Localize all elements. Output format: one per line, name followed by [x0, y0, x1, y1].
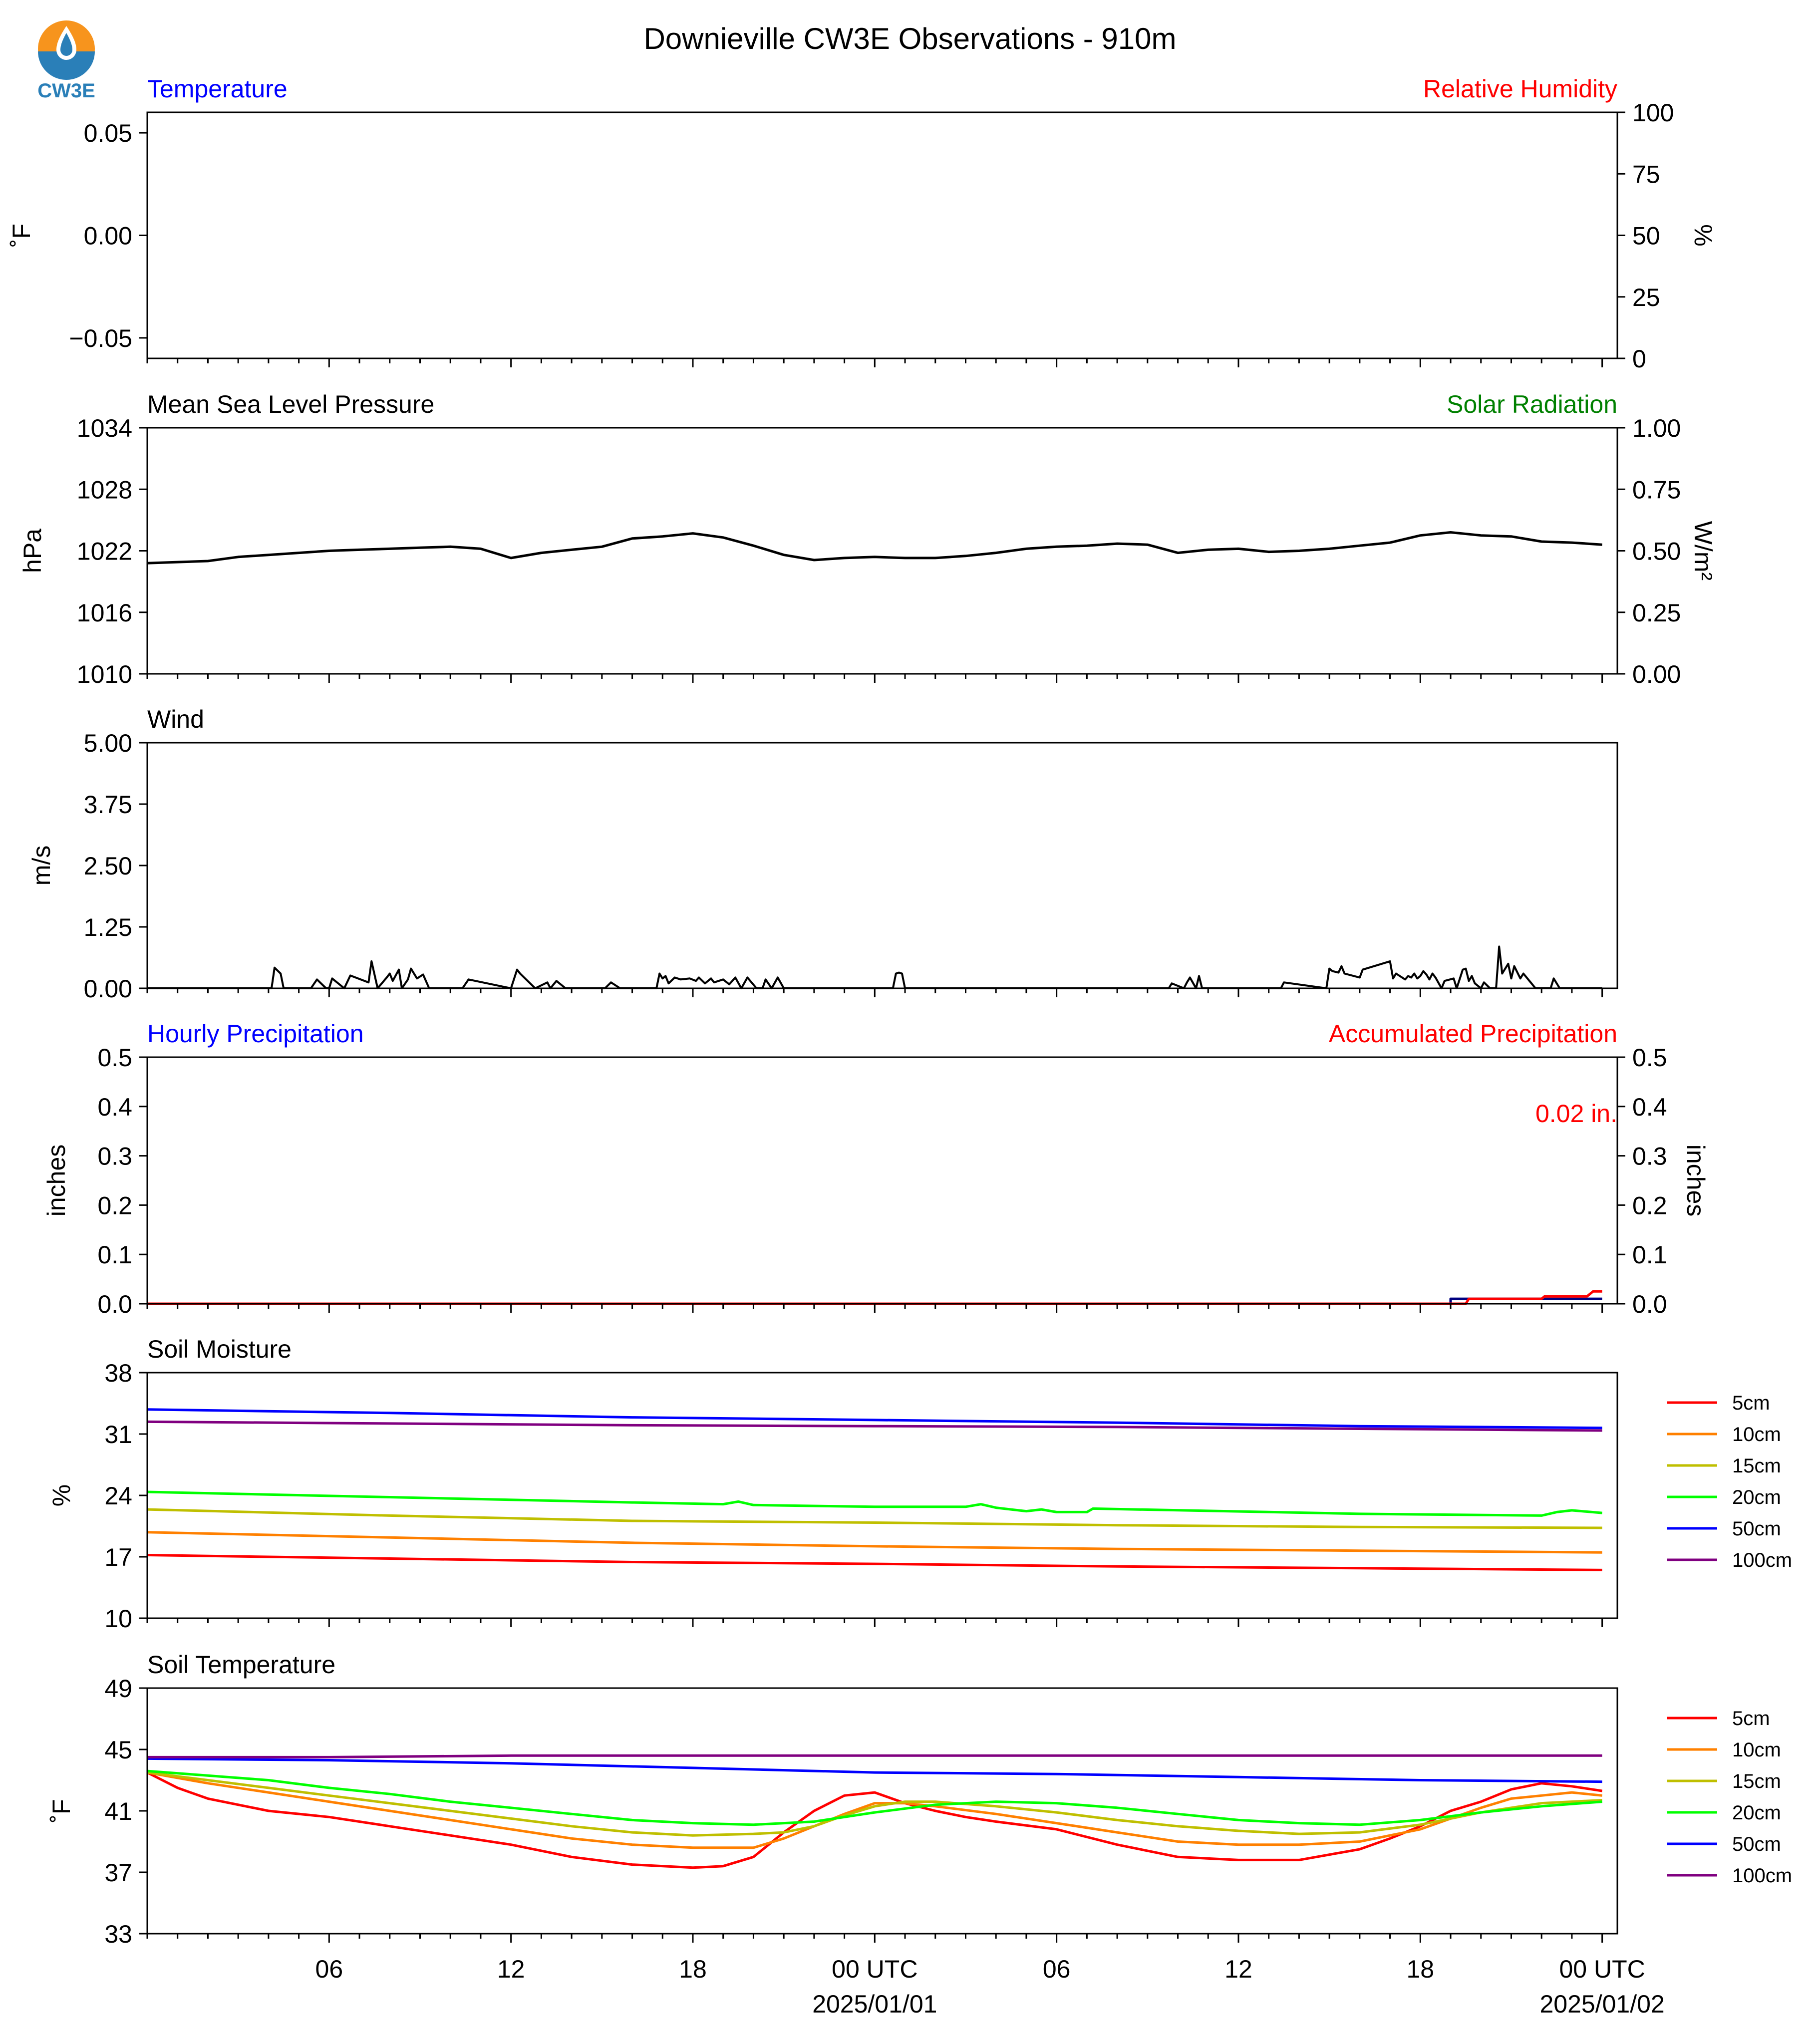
y-tick-label-5-3: 37	[104, 1859, 132, 1887]
legend-label-5-3: 20cm	[1732, 1802, 1781, 1824]
y-tick-label-4-3: 17	[104, 1543, 132, 1571]
panel-title-right-0: Relative Humidity	[1423, 75, 1617, 103]
panel-title-left-5: Soil Temperature	[147, 1651, 336, 1679]
panel-2	[27, 705, 1617, 1003]
y-right-tick-label-3-1: 0.4	[1632, 1093, 1667, 1121]
legend-label-5-1: 10cm	[1732, 1739, 1781, 1761]
x-date-label-1: 2025/01/02	[1539, 1990, 1665, 2018]
x-tick-label-4: 06	[1042, 1955, 1071, 1983]
y-tick-label-0-2: −0.05	[69, 324, 132, 352]
series-line-4-3	[147, 1492, 1602, 1515]
y-right-tick-label-3-0: 0.5	[1632, 1044, 1667, 1072]
x-date-label-0: 2025/01/01	[812, 1990, 937, 2018]
y-axis-label-2: m/s	[27, 845, 55, 886]
legend-label-4-5: 100cm	[1732, 1549, 1793, 1571]
y-tick-label-5-4: 33	[104, 1920, 132, 1948]
y-right-tick-label-3-4: 0.1	[1632, 1241, 1667, 1269]
series-line-4-1	[147, 1532, 1602, 1552]
legend-4	[1667, 1392, 1792, 1571]
y-right-tick-label-0-3: 25	[1632, 283, 1660, 311]
y-tick-label-4-4: 10	[104, 1605, 132, 1633]
series-line-2-0	[147, 946, 1602, 988]
plot-frame-2	[147, 743, 1617, 988]
y-tick-label-1-0: 1034	[76, 414, 132, 442]
series-line-3-1	[147, 1291, 1602, 1304]
y-tick-label-3-5: 0.0	[97, 1290, 132, 1318]
y-tick-label-1-2: 1022	[76, 537, 132, 566]
series-line-4-2	[147, 1509, 1602, 1528]
series-line-1-0	[147, 533, 1602, 564]
y-right-tick-label-1-0: 1.00	[1632, 414, 1681, 442]
plot-frame-0	[147, 112, 1617, 358]
series-line-5-1	[147, 1772, 1602, 1848]
x-tick-label-6: 18	[1406, 1955, 1435, 1983]
y-axis-label-0: ˚F	[7, 223, 35, 248]
series-line-5-0	[147, 1772, 1602, 1868]
x-tick-label-5: 12	[1224, 1955, 1252, 1983]
y-tick-label-1-4: 1010	[76, 660, 132, 688]
y-right-tick-label-3-5: 0.0	[1632, 1290, 1667, 1318]
panel-5	[47, 1651, 1792, 1948]
y-axis-label-3: inches	[42, 1144, 70, 1217]
y-tick-label-1-3: 1016	[76, 598, 132, 627]
y-tick-label-2-2: 2.50	[83, 852, 132, 880]
panels	[7, 75, 1792, 1948]
y-right-tick-label-1-2: 0.50	[1632, 537, 1681, 566]
series-line-4-0	[147, 1555, 1602, 1570]
panel-title-left-1: Mean Sea Level Pressure	[147, 390, 435, 418]
x-tick-label-3: 00 UTC	[832, 1955, 918, 1983]
y-axis-label-right-3: inches	[1682, 1144, 1710, 1217]
y-right-tick-label-1-4: 0.00	[1632, 660, 1681, 688]
y-tick-label-3-1: 0.4	[97, 1093, 132, 1121]
y-right-tick-label-0-0: 100	[1632, 99, 1674, 127]
y-tick-label-2-0: 5.00	[83, 729, 132, 757]
plot-frame-1	[147, 428, 1617, 674]
legend-label-4-3: 20cm	[1732, 1486, 1781, 1508]
cw3e-logo	[37, 20, 95, 102]
panel-3	[42, 1020, 1710, 1318]
legend-label-4-1: 10cm	[1732, 1424, 1781, 1446]
y-tick-label-5-1: 45	[104, 1736, 132, 1764]
legend-label-5-0: 5cm	[1732, 1708, 1770, 1730]
y-tick-label-0-0: 0.05	[83, 119, 132, 148]
y-axis-label-5: ˚F	[47, 1799, 75, 1823]
legend-label-4-4: 50cm	[1732, 1518, 1781, 1540]
y-right-tick-label-0-2: 50	[1632, 222, 1660, 250]
panel-title-left-3: Hourly Precipitation	[147, 1020, 364, 1048]
legend-label-5-4: 50cm	[1732, 1833, 1781, 1855]
y-right-tick-label-1-1: 0.75	[1632, 476, 1681, 504]
logo-text: CW3E	[37, 80, 95, 102]
figure-title: Downieville CW3E Observations - 910m	[643, 22, 1177, 55]
y-axis-label-right-0: %	[1689, 224, 1717, 247]
y-tick-label-3-0: 0.5	[97, 1044, 132, 1072]
y-tick-label-1-1: 1028	[76, 476, 132, 504]
y-right-tick-label-3-2: 0.3	[1632, 1142, 1667, 1170]
y-right-tick-label-0-1: 75	[1632, 160, 1660, 189]
y-tick-label-5-0: 49	[104, 1675, 132, 1703]
x-axis-labels	[315, 1955, 1665, 2018]
y-tick-label-2-3: 1.25	[83, 913, 132, 941]
y-tick-label-4-1: 31	[104, 1421, 132, 1449]
y-tick-label-0-1: 0.00	[83, 222, 132, 250]
legend-5	[1667, 1708, 1792, 1887]
panel-title-left-2: Wind	[147, 705, 204, 733]
y-right-tick-label-1-3: 0.25	[1632, 598, 1681, 627]
legend-label-5-5: 100cm	[1732, 1865, 1793, 1887]
panel-1	[18, 390, 1717, 688]
x-tick-label-2: 18	[679, 1955, 707, 1983]
y-tick-label-2-4: 0.00	[83, 975, 132, 1003]
y-tick-label-4-0: 38	[104, 1359, 132, 1387]
y-right-tick-label-0-4: 0	[1632, 345, 1646, 373]
panel-title-left-0: Temperature	[147, 75, 288, 103]
plot-frame-4	[147, 1373, 1617, 1618]
panel-0	[7, 75, 1717, 373]
y-tick-label-4-2: 24	[104, 1482, 132, 1510]
plot-frame-3	[147, 1057, 1617, 1304]
accumulated-total-label: 0.02 in.	[1535, 1100, 1617, 1128]
x-tick-label-1: 12	[497, 1955, 525, 1983]
panel-title-right-3: Accumulated Precipitation	[1328, 1020, 1617, 1048]
y-axis-label-4: %	[47, 1484, 75, 1507]
panel-4	[47, 1335, 1792, 1633]
y-right-tick-label-3-3: 0.2	[1632, 1191, 1667, 1220]
series-line-5-4	[147, 1758, 1602, 1781]
x-tick-label-0: 06	[315, 1955, 343, 1983]
panel-title-right-1: Solar Radiation	[1447, 390, 1617, 418]
series-line-5-5	[147, 1755, 1602, 1757]
panel-title-left-4: Soil Moisture	[147, 1335, 292, 1363]
legend-label-5-2: 15cm	[1732, 1770, 1781, 1792]
legend-label-4-0: 5cm	[1732, 1392, 1770, 1414]
y-axis-label-right-1: W/m²	[1689, 521, 1717, 581]
y-tick-label-3-4: 0.1	[97, 1241, 132, 1269]
y-tick-label-2-1: 3.75	[83, 791, 132, 819]
x-tick-label-7: 00 UTC	[1559, 1955, 1645, 1983]
y-tick-label-3-3: 0.2	[97, 1191, 132, 1220]
y-tick-label-5-2: 41	[104, 1797, 132, 1825]
y-tick-label-3-2: 0.3	[97, 1142, 132, 1170]
y-axis-label-1: hPa	[18, 529, 46, 573]
legend-label-4-2: 15cm	[1732, 1455, 1781, 1477]
